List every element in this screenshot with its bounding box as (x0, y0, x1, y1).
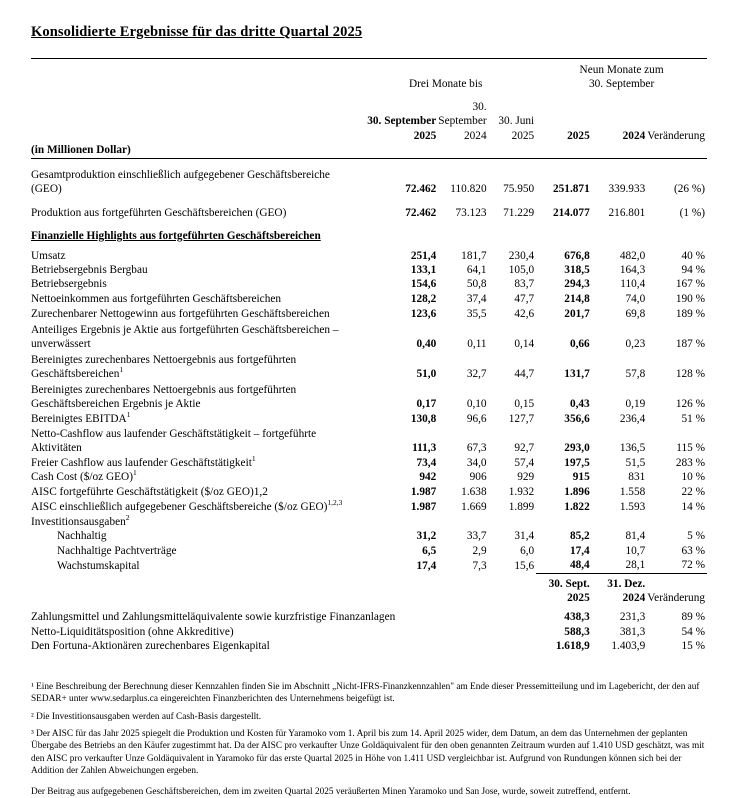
row-value: 83,7 (514, 278, 535, 291)
row-label: Umsatz (31, 249, 66, 262)
row-value: 110,4 (620, 278, 646, 291)
row-value: 74,0 (625, 292, 646, 305)
table-row (31, 470, 707, 484)
row-label-text: Freier Cashflow aus laufender Geschäftstätigkeit (31, 456, 252, 469)
row-label: Nachhaltig (57, 530, 107, 543)
row-label-text: Bereinigtes zurechenbares Nettoergebnis aus fortgeführten Geschäftsbereichen (31, 353, 297, 381)
row-value: 126 % (675, 398, 705, 411)
row-label (31, 499, 355, 514)
row-value: 37,4 (466, 292, 487, 305)
row-value: 44,7 (514, 368, 535, 381)
row-value: 216.801 (608, 206, 646, 219)
row-value: 231,3 (619, 611, 646, 624)
table-section-header-row (31, 229, 707, 243)
table-row (31, 485, 707, 499)
table-unit-row (31, 143, 707, 158)
row-value: 197,5 (564, 456, 590, 469)
row-label-text: AISC einschließlich aufgegebener Geschäftsbereiche ($/oz GEO) (31, 501, 328, 514)
row-value: 35,5 (466, 308, 487, 321)
row-value: 40 % (681, 249, 705, 262)
table-row (31, 263, 707, 277)
row-value: 438,3 (564, 611, 590, 624)
row-value: 1.638 (461, 485, 487, 498)
row-value: 0,40 (416, 338, 437, 351)
row-value: 15,6 (514, 559, 535, 572)
table-row (31, 515, 707, 529)
row-value: 67,3 (466, 442, 487, 455)
row-label (31, 352, 355, 382)
row-label-text: Bereinigtes EBITDA (31, 412, 127, 425)
footnote-3: ³ Der AISC für das Jahr 2025 spiegelt die Produktion und Kosten für Yaramoko vom 1. April bis zum 14. April 2025 wider, dem Datum, an dem das Unternehmen der geplanten Übergabe des Betriebs an den Käufer zugestimmt hat. Da der AISC pro verkaufter Unze Goldäquivalent für den oben genannten Zeitraum wurden auf 1.410 USD geschätzt, was mit den AISC pro verkaufter Unze Goldäquivalent in Yaramoko für das erste Quartal 2025 in Höhe von 1.411 USD vergleichbar ist. Aufgrund von Rundungen können sich bei der Addition der Zahlen Abweichungen ergeben. (31, 729, 705, 777)
table-row (31, 249, 707, 263)
financial-results-table (31, 58, 707, 654)
table-row (31, 168, 707, 197)
table-row (31, 382, 707, 412)
row-value: 31,2 (416, 530, 437, 543)
page-title: Konsolidierte Ergebnisse für das dritte Quartal 2025 (31, 24, 363, 40)
group-header-nine-months (536, 59, 707, 92)
row-value: 214,8 (564, 292, 590, 305)
row-label: Gesamtproduktion einschließlich aufgegebener Geschäftsbereiche (GEO) (31, 168, 330, 196)
row-value: 32,7 (466, 368, 487, 381)
row-value: 51,0 (416, 368, 437, 381)
table-row (31, 610, 707, 624)
col-header-jun-2025: 30. Juni 2025 (498, 115, 535, 142)
row-value: 1.593 (619, 501, 646, 514)
row-value: 63 % (681, 544, 705, 557)
row-value: 283 % (675, 456, 705, 469)
row-label: Produktion aus fortgeführten Geschäftsbereichen (GEO) (31, 206, 287, 219)
row-value: 1.669 (461, 501, 487, 514)
row-value: 71.229 (503, 206, 535, 219)
row-value: 0,17 (416, 398, 437, 411)
footnote-2: ² Die Investitionsausgaben werden auf Cash-Basis dargestellt. (31, 711, 262, 722)
table-row (31, 306, 707, 321)
table-row (31, 206, 707, 220)
footnote-ref: 1 (251, 454, 256, 464)
row-label: Betriebsergebnis (31, 278, 107, 291)
row-value: 10 % (681, 471, 705, 484)
table-row (31, 558, 707, 573)
row-value: 115 % (676, 442, 705, 455)
row-value: 2,9 (472, 544, 487, 557)
row-value: 381,3 (619, 625, 646, 638)
footnote-1: ¹ Eine Beschreibung der Berechnung dieser Kennzahlen finden Sie im Abschnitt „Nicht-IFRS-Finanzkennzahlen" am Ende dieser Pressemitteilung und im Lagebericht, der den auf SEDAR+ unter www.sedarplus.ca eingereichten Finanzberichten des Unternehmens beigefügt ist. (31, 682, 700, 705)
col-header-change: Veränderung (647, 129, 705, 142)
row-value: 64,1 (466, 263, 487, 276)
row-value: 17,4 (569, 544, 590, 557)
row-label: AISC fortgeführte Geschäftstätigkeit ($/oz GEO)1,2 (31, 485, 268, 498)
row-value: 57,4 (514, 456, 535, 469)
row-value: 251.871 (553, 183, 590, 196)
row-value: 0,15 (514, 398, 535, 411)
row-value: 72.462 (405, 183, 437, 196)
row-value: 154,6 (410, 278, 437, 291)
row-value: 127,7 (508, 412, 535, 425)
row-value: 92,7 (514, 442, 535, 455)
row-value: 7,3 (472, 559, 487, 572)
row-value: 33,7 (466, 530, 487, 543)
footnote-ref: 2 (125, 512, 130, 522)
row-value: 356,6 (564, 412, 590, 425)
row-value: 110.820 (450, 183, 487, 196)
row-value: 1.987 (410, 501, 437, 514)
table-row (31, 499, 707, 514)
footnote-ref: 1 (132, 468, 137, 478)
table-row (31, 625, 707, 639)
row-label: Netto-Liquiditätsposition (ohne Akkreditive) (31, 625, 234, 638)
row-value: 54 % (681, 625, 705, 638)
row-value: 10,7 (625, 544, 646, 557)
row-value: 1.618,9 (555, 640, 590, 653)
row-value: 72 % (681, 559, 705, 572)
footnotes-section (31, 681, 715, 798)
row-value: 0,11 (467, 338, 487, 351)
table-column-header-row (31, 92, 707, 143)
row-value: 1.899 (508, 501, 535, 514)
row-value: 34,0 (466, 456, 487, 469)
row-label-text: Investitionsausgaben (31, 515, 126, 528)
row-value: 906 (469, 471, 487, 484)
row-value: 81,4 (625, 530, 646, 543)
row-value: 0,43 (569, 398, 590, 411)
row-value: 1.822 (564, 501, 590, 514)
row-value: 1.558 (619, 485, 646, 498)
row-value: 6,5 (422, 544, 437, 557)
row-value: 236,4 (619, 412, 646, 425)
row-label: Netto-Cashflow aus laufender Geschäftstätigkeit – fortgeführte Aktivitäten (31, 427, 317, 455)
row-value: 57,8 (625, 368, 646, 381)
row-label (31, 409, 355, 426)
row-value: 5 % (687, 530, 705, 543)
row-value: 50,8 (466, 278, 487, 291)
row-value: 482,0 (619, 249, 646, 262)
row-value: 294,3 (564, 278, 590, 291)
table-row (31, 529, 707, 543)
group-header-three-months: Drei Monate bis (355, 59, 536, 92)
balance-header-row (31, 573, 707, 605)
row-value: 131,7 (564, 368, 590, 381)
footnote-ref: 1,2,3 (327, 498, 343, 508)
spacer-row (31, 158, 707, 168)
row-value: 51 % (681, 412, 705, 425)
balance-col-header-sep-2025: 30. Sept. 2025 (536, 573, 592, 605)
row-value: 1.403,9 (611, 640, 646, 653)
footnote-note: Der Beitrag aus aufgegebenen Geschäftsbereichen, dem im zweiten Quartal 2025 veräußerten Minen Yaramoko und San Jose, wurde, soweit zutreffend, entfernt. (31, 786, 631, 797)
row-value: 73,4 (416, 456, 437, 469)
row-value: 1.932 (508, 485, 535, 498)
balance-col-header-change: Veränderung (647, 573, 707, 605)
row-value: 72.462 (405, 206, 437, 219)
row-value: 1.987 (410, 485, 437, 498)
row-value: 105,0 (508, 263, 535, 276)
row-label: Wachstumskapital (57, 559, 140, 572)
row-value: 28,1 (625, 559, 646, 572)
row-value: 15 % (681, 640, 705, 653)
col-header-2025: 2025 (567, 129, 590, 142)
spacer-row (31, 220, 707, 229)
row-value: 123,6 (410, 308, 437, 321)
row-label: Nettoeinkommen aus fortgeführten Geschäftsbereichen (31, 292, 282, 305)
table-row (31, 426, 707, 456)
row-value: 1.896 (564, 485, 590, 498)
row-value: 133,1 (410, 263, 437, 276)
row-value: 31,4 (514, 530, 535, 543)
row-value: 0,14 (514, 338, 535, 351)
row-value: 48,4 (569, 559, 590, 572)
row-value: 75.950 (503, 183, 535, 196)
row-value: 42,6 (514, 308, 535, 321)
table-row (31, 322, 707, 352)
table-row (31, 352, 707, 382)
row-label-text: Cash Cost ($/oz GEO) (31, 471, 133, 484)
row-value: 17,4 (416, 559, 437, 572)
row-label: Nachhaltige Pachtverträge (57, 544, 177, 557)
row-value: 85,2 (569, 530, 590, 543)
table-row (31, 639, 707, 653)
row-value: 189 % (675, 308, 705, 321)
footnote-ref: 1 (126, 409, 131, 419)
row-value: 181,7 (461, 249, 487, 262)
row-label: Zurechenbarer Nettogewinn aus fortgeführten Geschäftsbereichen (31, 308, 330, 321)
row-value: 22 % (681, 485, 705, 498)
row-label: Den Fortuna-Aktionären zurechenbares Eigenkapital (31, 640, 270, 653)
col-header-sep-2024: 30. September 2024 (438, 100, 487, 142)
row-value: 130,8 (410, 412, 437, 425)
row-value: 96,6 (466, 412, 487, 425)
row-value: 51,5 (625, 456, 646, 469)
row-value: 0,23 (625, 338, 646, 351)
row-value: 69,8 (625, 308, 646, 321)
row-value: 929 (517, 471, 535, 484)
row-value: 73.123 (455, 206, 487, 219)
table-row (31, 544, 707, 558)
row-value: 136,5 (619, 442, 646, 455)
row-value: 164,3 (619, 263, 646, 276)
row-value: 915 (572, 471, 590, 484)
row-value: 0,10 (466, 398, 487, 411)
row-value: (1 %) (679, 206, 705, 219)
table-row (31, 412, 707, 426)
row-label: Bereinigtes zurechenbares Nettoergebnis aus fortgeführten Geschäftsbereichen Ergebnis je Aktie (31, 383, 297, 411)
row-value: 0,19 (625, 398, 646, 411)
col-header-sep-2025: 30. September 2025 (367, 115, 437, 142)
row-value: 588,3 (564, 625, 590, 638)
row-value: 190 % (675, 292, 705, 305)
balance-col-header-dec-2024: 31. Dez. 2024 (592, 573, 648, 605)
row-value: 831 (628, 471, 646, 484)
row-label (31, 456, 355, 470)
row-value: 214.077 (553, 206, 590, 219)
table-row (31, 277, 707, 291)
row-label (31, 512, 355, 529)
row-value: 94 % (681, 263, 705, 276)
row-label: Zahlungsmittel und Zahlungsmitteläquivalente sowie kurzfristige Finanzanlagen (31, 611, 396, 624)
row-value: 187 % (675, 338, 705, 351)
row-label (31, 470, 355, 484)
row-value: 128,2 (410, 292, 437, 305)
group-header-nine-months-line1: Neun Monate zum (579, 64, 664, 76)
row-label: Anteiliges Ergebnis je Aktie aus fortgeführten Geschäftsbereichen – unverwässert (31, 323, 339, 351)
row-value: 47,7 (514, 292, 535, 305)
row-value: 293,0 (564, 442, 590, 455)
spacer-row (31, 197, 707, 206)
row-value: 201,7 (564, 308, 590, 321)
group-header-nine-months-line2: 30. September (588, 78, 655, 91)
unit-label: (in Millionen Dollar) (31, 143, 355, 158)
row-value: 6,0 (520, 544, 535, 557)
row-value: 167 % (675, 278, 705, 291)
row-value: 230,4 (508, 249, 535, 262)
footnote-ref: 1 (119, 365, 124, 375)
section-header-financial-highlights: Finanzielle Highlights aus fortgeführten Geschäftsbereichen (31, 230, 321, 243)
row-label: Betriebsergebnis Bergbau (31, 263, 148, 276)
row-value: 0,66 (569, 338, 590, 351)
row-value: 339.933 (608, 183, 646, 196)
row-value: 318,5 (564, 263, 590, 276)
row-value: 128 % (675, 368, 705, 381)
table-group-header-row (31, 59, 707, 92)
row-value: 942 (419, 471, 437, 484)
row-value: 111,3 (412, 442, 437, 455)
row-value: 676,8 (564, 249, 590, 262)
table-row (31, 292, 707, 306)
row-value: 14 % (681, 501, 705, 514)
col-header-2024: 2024 (622, 129, 646, 142)
row-value: 89 % (681, 611, 705, 624)
row-value: (26 %) (673, 183, 705, 196)
row-value: 251,4 (410, 249, 437, 262)
